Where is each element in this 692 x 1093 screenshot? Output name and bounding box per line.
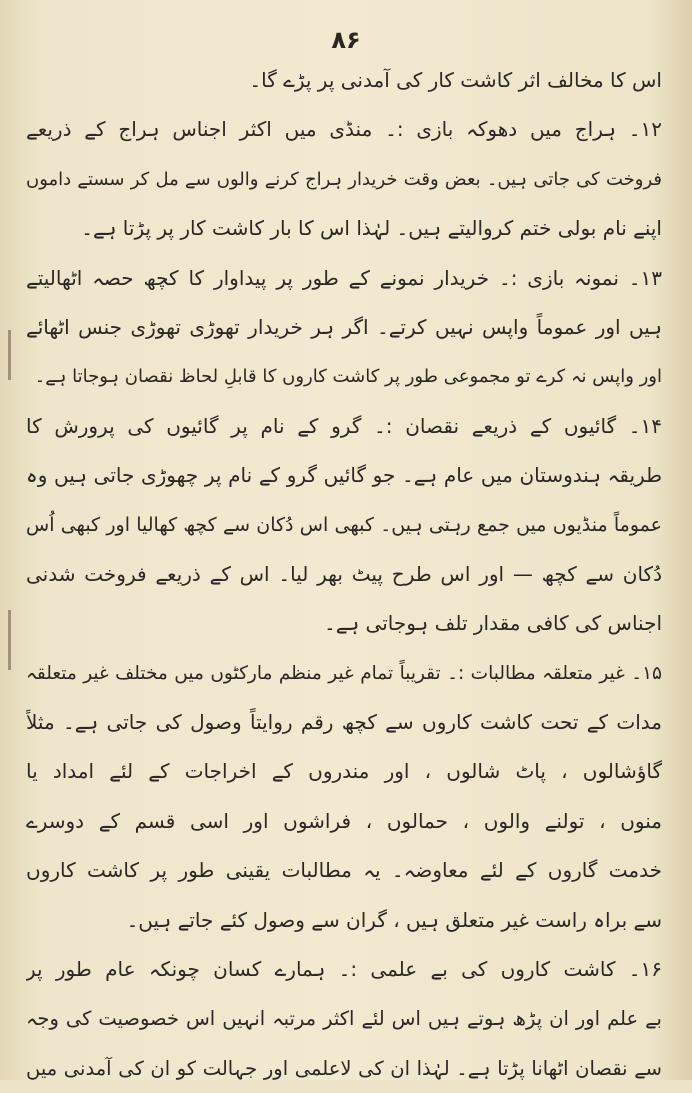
heading-line: ۱۴۔ گائیوں کے ذریعے نقصان :۔ گرو کے نام پر گائیوں کی پرورش کا — [26, 413, 662, 438]
text-line: فروخت کی جاتی ہیں۔ بعض وقت خریدار ہراج کرنے والوں سے مل کر سستے داموں — [26, 168, 662, 190]
text-line: اس کا مخالف اثر کاشت کار کی آمدنی پر پڑے گا۔ — [249, 68, 662, 92]
heading-line: ۱۵۔ غیر متعلقہ مطالبات :۔ تقریباً تمام غیر منظم مارکٹوں میں مختلف غیر متعلقہ — [26, 662, 662, 684]
page-number: ۸۶ — [331, 26, 361, 54]
text-line: بے علم اور ان پڑھ ہوتے ہیں اس لئے اکثر مرتبہ انہیں اس خصوصیت کی وجہ — [26, 1007, 662, 1031]
text-line: دُکان سے کچھ — اور اس طرح پیٹ بھر لیا۔ اس کے ذریعے فروخت شدنی — [26, 561, 662, 586]
text-line: اجناس کی کافی مقدار تلف ہوجاتی ہے۔ — [324, 611, 662, 636]
text-line: مدات کے تحت کاشت کاروں سے کچھ رقم روایتاً وصول کی جاتی ہے۔ مثلاً — [26, 710, 662, 735]
text-line: منوں ، تولنے والوں ، حمالوں ، فراشوں اور اسی قسم کے دوسرے — [26, 808, 662, 833]
text-line: ہیں اور عموماً واپس نہیں کرتے۔ اگر ہر خریدار تھوڑی تھوڑی جنس اٹھائے — [26, 314, 662, 339]
text-line: سے نقصان اٹھانا پڑتا ہے۔ لہٰذا ان کی لاعلمی اور جہالت کو ان کی آمدنی میں — [26, 1056, 662, 1080]
text-line: خدمت گاروں کے لئے معاوضہ۔ یہ مطالبات یقینی طور پر کاشت کاروں — [26, 858, 662, 883]
text-line: اپنے نام بولی ختم کروالیتے ہیں۔ لہٰذا اس کا بار کاشت کار پر پڑتا ہے۔ — [81, 216, 662, 241]
text-line: طریقہ ہندوستان میں عام ہے۔ جو گائیں گرو کے نام پر چھوڑی جاتی ہیں وہ — [26, 463, 662, 488]
text-line: عموماً منڈیوں میں جمع رہتی ہیں۔ کبھی اس دُکان سے کچھ کھالیا اور کبھی اُس — [26, 513, 662, 536]
heading-line: ۱۶۔ کاشت کاروں کی بے علمی :۔ ہمارے کسان چونکہ عام طور پر — [26, 957, 662, 982]
margin-mark — [8, 330, 11, 380]
text-line: اور واپس نہ کرے تو مجموعی طور پر کاشت کاروں کا قابلِ لحاظ نقصان ہوجاتا ہے۔ — [34, 366, 662, 388]
text-line: گاؤشالوں ، پاٹ شالوں ، اور مندروں کے اخراجات کے لئے امداد یا — [26, 759, 662, 784]
text-line: سے براہ راست غیر متعلق ہیں ، گران سے وصول کئے جاتے ہیں۔ — [126, 907, 662, 932]
page-text — [26, 56, 662, 1093]
heading-line: ۱۲۔ ہراج میں دھوکہ بازی :۔ منڈی میں اکثر اجناس ہراج کے ذریعے — [26, 117, 662, 142]
margin-mark — [8, 610, 11, 670]
heading-line: ۱۳۔ نمونہ بازی :۔ خریدار نمونے کے طور پر پیداوار کا کچھ حصہ اٹھالیتے — [26, 265, 662, 290]
